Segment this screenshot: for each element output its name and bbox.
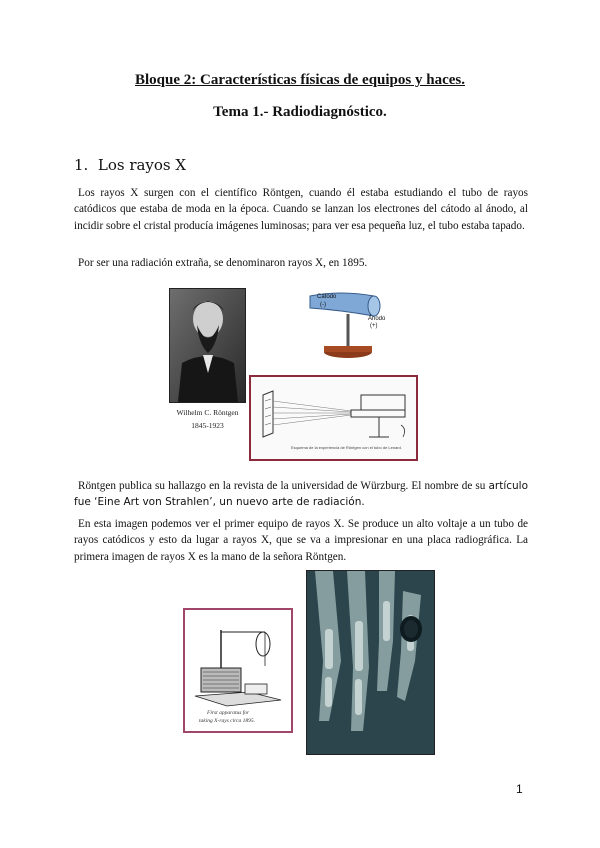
tube-cathode-sign: (-) [320, 302, 326, 308]
document-title: Bloque 2: Características físicas de equipos y haces. [135, 72, 465, 88]
section-title: Los rayos X [97, 156, 187, 174]
first-xray-hand-image [306, 570, 435, 755]
document-subtitle: Tema 1.- Radiodiagnóstico. [213, 104, 387, 120]
section-heading [74, 156, 186, 174]
paragraph-1: Los rayos X surgen con el científico Röntgen, cuando él estaba estudiando el tubo de rayos catódicos que estaba de moda en la época. Cuando se lanzan los electrones del cátodo al ánodo, al incidir sobre el cristal producía imágenes luminosas; para ver esa pequeña luz, el tubo estaba tapado. [74, 187, 528, 232]
tube-anode-sign: (+) [370, 323, 378, 329]
portrait-caption-name: Wilhelm C. Röntgen [176, 408, 239, 417]
paragraph-4: En esta imagen podemos ver el primer equipo de rayos X. Se produce un alto voltaje a un tubo de rayos catódicos y esto da lugar a rayos X, que se va a impresionar en una placa radiográfica. La primera imagen de rayos X es la mano de la señora Röntgen. [74, 518, 528, 563]
paragraph-3 [74, 478, 528, 511]
tube-cathode-label: Cátodo [317, 294, 337, 300]
paragraph-3-part-2: artículo fue ‘Eine Art von Strahlen’, un nuevo arte de radiación. [74, 480, 529, 509]
portrait-caption-years: 1845-1923 [191, 421, 224, 430]
paragraph-2: Por ser una radiación extraña, se denominaron rayos X, en 1895. [78, 257, 368, 269]
experiment-caption: Esquema de la experiencia de Röntgen con el tubo de Lenard. [291, 445, 402, 450]
rontgen-portrait-photo [169, 288, 246, 403]
paragraph-3-part-1: Röntgen publica su hallazgo en la revista de la universidad de Würzburg. El nombre de su [78, 480, 486, 492]
cathode-ray-tube-figure [290, 282, 386, 364]
apparatus-caption-line-1: First apparatus for [207, 710, 250, 716]
page-number: 1 [516, 782, 523, 796]
section-number: 1. [74, 156, 89, 174]
first-xray-apparatus-figure [183, 608, 293, 733]
tube-anode-label: Ánodo [368, 316, 386, 322]
apparatus-caption-line-2: taking X-rays circa 1895. [199, 718, 256, 724]
rontgen-experiment-diagram [249, 375, 418, 461]
